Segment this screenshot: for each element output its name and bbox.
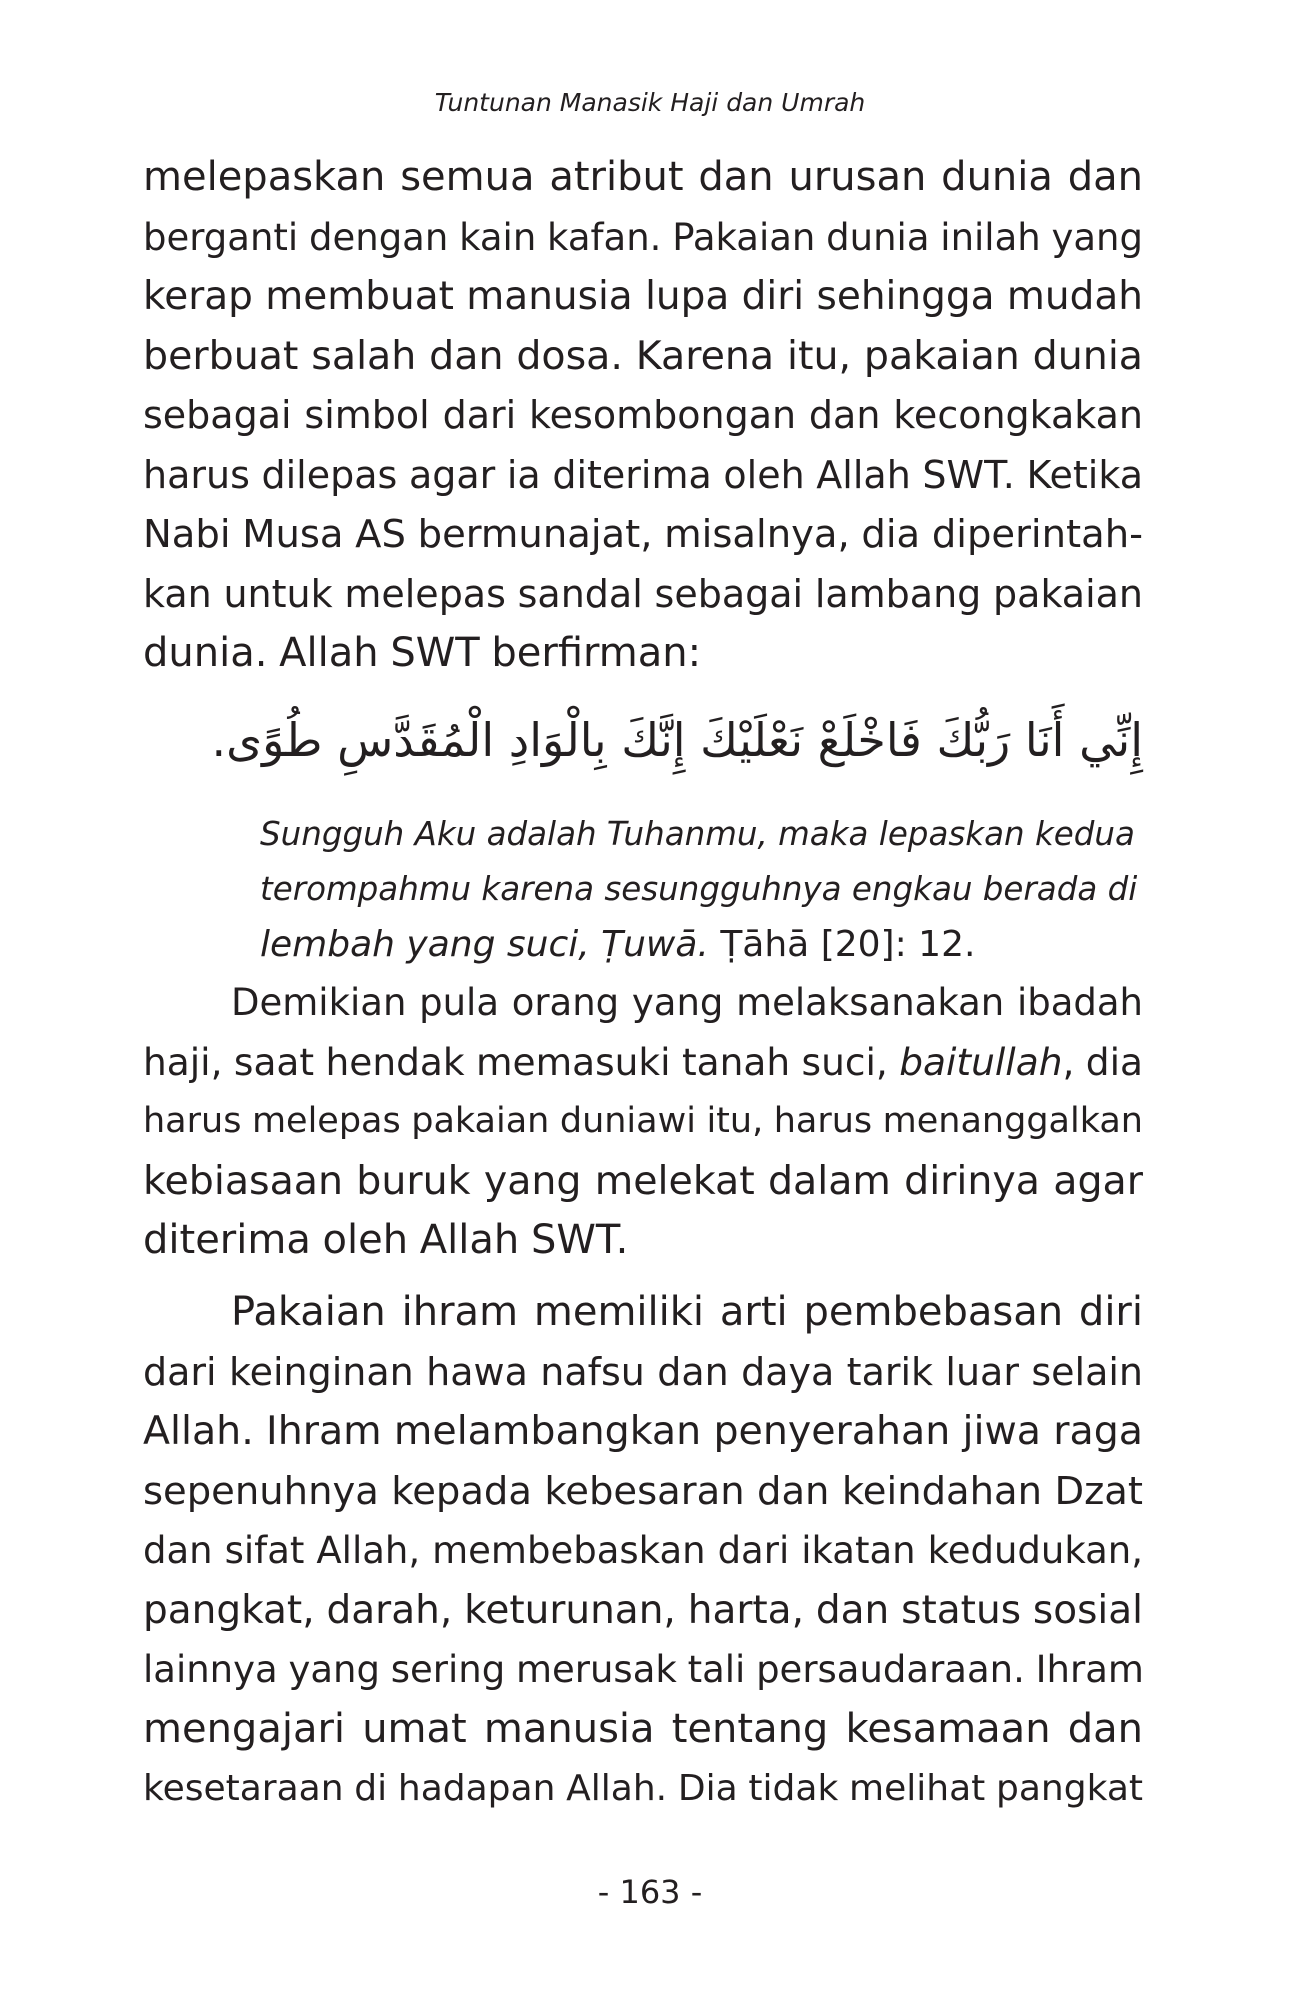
running-head: Tuntunan Manasik Haji dan Umrah	[434, 88, 866, 117]
paragraph-2-line: diterima oleh Allah SWT.	[143, 1217, 629, 1263]
paragraph-3	[143, 1283, 1143, 1819]
paragraph-3-line: dari keinginan hawa nafsu dan daya tarik luar selain	[143, 1349, 1143, 1394]
paragraph-1-line: kerap membuat manusia lupa diri sehingga mudah	[143, 274, 1143, 319]
paragraph-1-line: melepaskan semua atribut dan urusan dunia dan	[143, 154, 1143, 200]
verse-translation	[260, 807, 1143, 972]
page-number: - 163 -	[597, 1873, 703, 1911]
paragraph-3-line: lainnya yang sering merusak tali persaudaraan. Ihram	[143, 1648, 1144, 1691]
paragraph-2-line: Demikian pula orang yang melaksanakan ibadah	[231, 981, 1143, 1024]
translation-line: Sungguh Aku adalah Tuhanmu, maka lepaskan kedua	[260, 815, 1135, 853]
paragraph-2-text: haji, saat hendak memasuki tanah suci,	[143, 1039, 900, 1084]
paragraph-2-line: kebiasaan buruk yang melekat dalam dirinya agar	[143, 1157, 1143, 1204]
surah-reference: Ṭāhā [20]: 12.	[708, 924, 976, 965]
paragraph-1-line: sebagai simbol dari kesombongan dan kecongkakan	[143, 393, 1143, 437]
translation-line	[260, 917, 1143, 972]
paragraph-3-line: kesetaraan di hadapan Allah. Dia tidak melihat pangkat	[143, 1768, 1143, 1809]
paragraph-3-line: Allah. Ihram melambangkan penyerahan jiwa raga	[143, 1408, 1143, 1454]
emphasis-baitullah: baitullah	[899, 1039, 1063, 1084]
paragraph-3-line: mengajari umat manusia tentang kesamaan dan	[143, 1705, 1143, 1752]
translation-line-italic: lembah yang suci, Ṭuwā.	[260, 924, 709, 965]
arabic-verse: إِنِّي أَنَا رَبُّكَ فَاخْلَعْ نَعْلَيْكَ إِنَّكَ بِالْوَادِ الْمُقَدَّسِ طُوًى.	[211, 713, 1143, 767]
paragraph-1	[143, 148, 1143, 684]
paragraph-1-line: Nabi Musa AS bermunajat, misalnya, dia diperintah-	[143, 512, 1143, 557]
paragraph-2-line: harus melepas pakaian duniawi itu, harus menanggalkan	[143, 1101, 1143, 1141]
paragraph-1-line: harus dilepas agar ia diterima oleh Allah SWT. Ketika	[143, 452, 1143, 497]
translation-line: terompahmu karena sesungguhnya engkau berada di	[260, 870, 1138, 908]
paragraph-2-line	[143, 1033, 1143, 1093]
paragraph-3-line: Pakaian ihram memiliki arti pembebasan diri	[231, 1289, 1143, 1335]
paragraph-3-line: dan sifat Allah, membebaskan dari ikatan kedudukan,	[143, 1529, 1143, 1572]
paragraph-3-line: pangkat, darah, keturunan, harta, dan status sosial	[143, 1587, 1143, 1633]
paragraph-2-text: , dia	[1062, 1039, 1144, 1084]
paragraph-3-line: sepenuhnya kepada kebesaran dan keindahan Dzat	[143, 1468, 1143, 1514]
paragraph-1-line: berganti dengan kain kafan. Pakaian dunia inilah yang	[143, 215, 1143, 259]
paragraph-1-line: berbuat salah dan dosa. Karena itu, pakaian dunia	[143, 332, 1143, 379]
paragraph-1-line: dunia. Allah SWT berfirman:	[143, 630, 702, 676]
paragraph-1-line: kan untuk melepas sandal sebagai lambang pakaian	[143, 571, 1143, 616]
paragraph-2	[143, 973, 1143, 1271]
